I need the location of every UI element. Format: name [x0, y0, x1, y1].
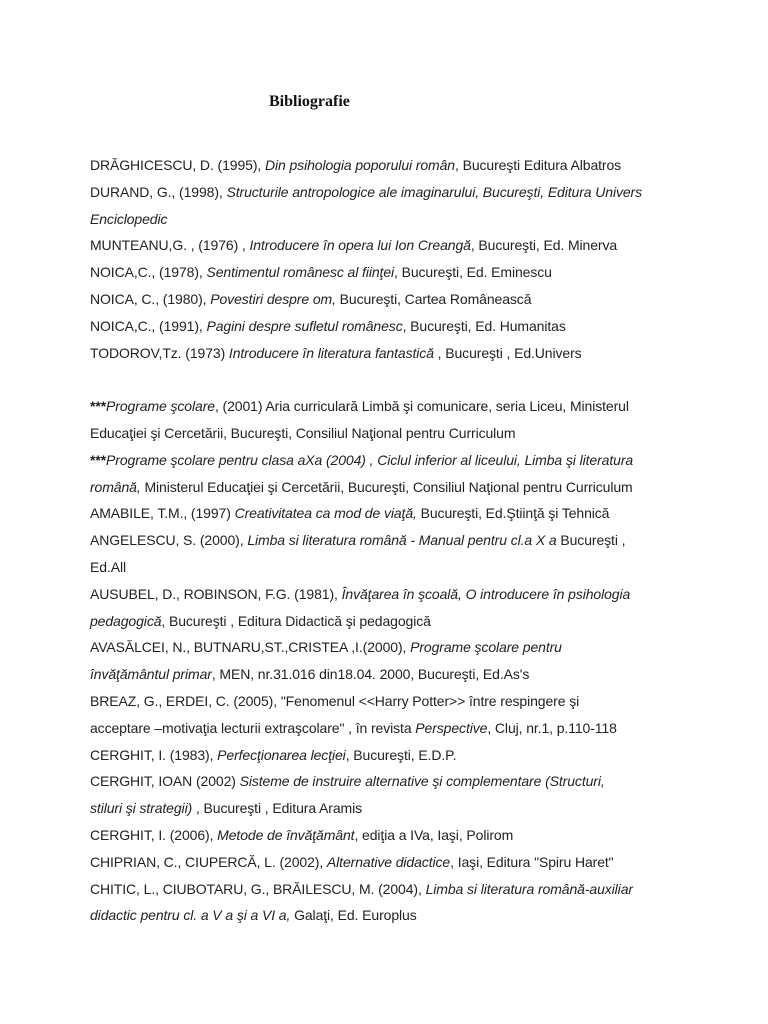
reference-text: ***	[90, 398, 107, 415]
reference-line	[90, 876, 710, 903]
reference-title-text: Învăţarea în şcoală, O introducere în psihologia	[341, 585, 631, 602]
reference-line	[90, 232, 710, 259]
reference-text: , (2001) Aria curriculară Limbă şi comunicare, seria Liceu, Ministerul	[214, 398, 629, 415]
reference-title-text: Programe şcolare pentru	[410, 639, 562, 656]
reference-title-text: Sisteme de instruire alternative şi complementare (Structuri,	[239, 773, 605, 790]
reference-text: CERGHIT, IOAN (2002)	[90, 773, 240, 790]
reference-text: Bucureşti ,	[556, 532, 626, 549]
reference-line	[90, 286, 710, 313]
reference-text: Ed.All	[90, 558, 126, 575]
reference-text: , Bucureşti, E.D.P.	[345, 746, 457, 763]
reference-title-text: Limba si literatura română - Manual pentru cl.a X a	[247, 532, 557, 549]
reference-title-text: Metode de învăţământ	[217, 826, 355, 843]
reference-text: NOICA, C., (1980),	[90, 290, 211, 307]
reference-line	[90, 581, 710, 608]
reference-title-text: stiluri şi strategii)	[90, 800, 193, 817]
reference-text: acceptare –motivaţia lecturii extraşcolare" , în revista	[90, 719, 416, 736]
reference-line	[90, 420, 710, 447]
page-title: Bibliografie	[269, 93, 350, 110]
reference-text: Bucureşti, Cartea Românească	[335, 290, 532, 307]
reference-text: NOICA,C., (1991),	[90, 317, 207, 334]
reference-title-text: pentru clasa aXa (2004) , Ciclul inferior al liceului, Limba şi literatura	[214, 451, 634, 468]
reference-title-text: didactic pentru cl. a V a şi a VI a,	[90, 907, 291, 924]
reference-text: Bucureşti, Ed.Ştiinţă şi Tehnică	[416, 505, 610, 522]
reference-text: ANGELESCU, S. (2000),	[90, 532, 248, 549]
reference-line	[90, 795, 710, 822]
reference-line	[90, 527, 710, 554]
reference-line	[90, 768, 710, 795]
reference-line	[90, 661, 710, 688]
reference-text: AVASĂLCEI, N., BUTNARU,ST.,CRISTEA ,I.(2000),	[90, 639, 411, 656]
reference-line	[90, 393, 710, 420]
reference-title-text: Perspective	[415, 719, 488, 736]
reference-text: CHIPRIAN, C., CIUPERCĂ, L. (2002),	[90, 853, 327, 870]
reference-text: ***	[90, 451, 107, 468]
reference-text: MUNTEANU,G. , (1976) ,	[90, 237, 250, 254]
reference-title-text: Introducere în opera lui Ion Creangă	[249, 237, 471, 254]
reference-line	[90, 715, 710, 742]
reference-title-text: învăţământul primar	[90, 666, 212, 683]
reference-text: , Bucureşti , Editura Aramis	[192, 800, 362, 817]
bibliography-list	[90, 152, 710, 929]
reference-line	[90, 313, 710, 340]
reference-text: , ediţia a IVa, Iaşi, Polirom	[354, 826, 514, 843]
reference-text: TODOROV,Tz. (1973)	[90, 344, 229, 361]
reference-line	[90, 259, 710, 286]
reference-text: , Bucureşti, Ed. Humanitas	[402, 317, 566, 334]
reference-text: AMABILE, T.M., (1997)	[90, 505, 235, 522]
reference-title-text: Perfecţionarea lecţiei	[217, 746, 346, 763]
reference-line	[90, 902, 710, 929]
reference-title-text: pedagogică	[90, 612, 162, 629]
reference-title-text: Programe şcolare	[106, 451, 215, 468]
reference-line	[90, 849, 710, 876]
reference-line	[90, 152, 710, 179]
reference-text: , Bucureşti, Ed. Minerva	[470, 237, 618, 254]
reference-title-text: Din psihologia poporului român	[264, 157, 455, 173]
reference-text: , Cluj, nr.1, p.110-118	[487, 719, 617, 736]
reference-text: AUSUBEL, D., ROBINSON, F.G. (1981),	[90, 585, 342, 602]
reference-text: DURAND, G., (1998),	[90, 183, 227, 200]
reference-text: , Bucureşti Editura Albatros	[455, 157, 622, 173]
reference-text: CHITIC, L., CIUBOTARU, G., BRĂILESCU, M. (2004),	[90, 880, 426, 897]
reference-title-text: Enciclopedic	[90, 210, 168, 227]
reference-line	[90, 179, 710, 206]
reference-text: NOICA,C., (1978),	[90, 264, 207, 281]
reference-text: , Iaşi, Editura "Spiru Haret"	[450, 853, 614, 870]
reference-line	[90, 634, 710, 661]
reference-title-text: Introducere în literatura fantastică	[228, 344, 434, 361]
reference-text: BREAZ, G., ERDEI, C. (2005), "Fenomenul <<Harry Potter>> între respingere şi	[90, 692, 580, 709]
reference-text: , Bucureşti , Ed.Univers	[433, 344, 582, 361]
reference-title-text: Povestiri despre om,	[210, 290, 336, 307]
reference-text: , MEN, nr.31.016 din18.04. 2000, Bucureşti, Ed.As's	[211, 666, 530, 683]
reference-title-text: Sentimentul românesc al fiinţei	[206, 264, 395, 281]
reference-title-text: Creativitatea ca mod de viaţă,	[234, 505, 417, 522]
reference-text: CERGHIT, I. (2006),	[90, 826, 218, 843]
reference-text: Ministerul Educaţiei şi Cercetării, Bucureşti, Consiliul Naţional pentru Curriculum	[140, 478, 633, 495]
reference-title-text: Structurile antropologice ale imaginarului, Bucureşti, Editura Univers	[226, 183, 643, 200]
reference-title-text: română,	[90, 478, 141, 495]
reference-line	[90, 742, 710, 769]
reference-line	[90, 206, 710, 233]
reference-title-text: Programe şcolare	[106, 398, 215, 415]
reference-text: CERGHIT, I. (1983),	[90, 746, 218, 763]
reference-line	[90, 554, 710, 581]
reference-line	[90, 608, 710, 635]
reference-text: Galaţi, Ed. Europlus	[290, 907, 417, 924]
reference-title-text: Limba si literatura română-auxiliar	[425, 880, 633, 897]
reference-line	[90, 500, 710, 527]
reference-line	[90, 474, 710, 501]
reference-text: Educaţiei şi Cercetării, Bucureşti, Consiliul Naţional pentru Curriculum	[90, 424, 516, 441]
reference-text: , Bucureşti, Ed. Eminescu	[394, 264, 552, 281]
blank-line	[90, 366, 710, 393]
reference-text: DRĂGHICESCU, D. (1995),	[90, 157, 265, 173]
reference-line	[90, 340, 710, 367]
reference-line	[90, 447, 710, 474]
reference-title-text: Pagini despre sufletul românesc	[206, 317, 403, 334]
reference-line	[90, 822, 710, 849]
reference-text: , Bucureşti , Editura Didactică şi pedagogică	[161, 612, 431, 629]
reference-title-text: Alternative didactice	[326, 853, 451, 870]
reference-line	[90, 688, 710, 715]
